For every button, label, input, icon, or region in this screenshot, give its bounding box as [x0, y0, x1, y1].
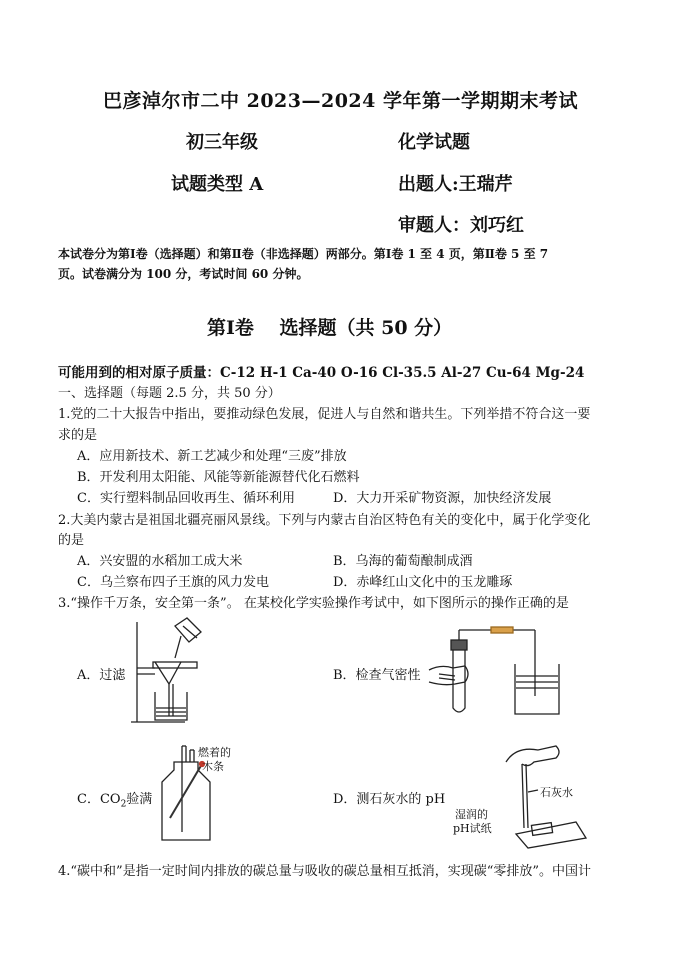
q1-stem-line-1: 1.党的二十大报告中指出，要推动绿色发展，促进人与自然和谐共生。下列举措不符合这一要	[58, 407, 591, 422]
section-title: 第Ⅰ卷 选择题（共 50 分）	[207, 317, 453, 339]
q1-option-a: A．应用新技术、新工艺减少和处理“三废”排放	[77, 449, 347, 464]
q3-option-c-prefix: C．CO	[77, 792, 121, 807]
q1-option-b: B．开发利用太阳能、风能等新能源替代化石燃料	[77, 470, 360, 485]
q3-option-a: A．过滤	[77, 668, 126, 683]
paper-type: 试题类型 A	[171, 174, 264, 195]
q2-stem-line-2: 的是	[58, 533, 85, 548]
q3-option-c	[77, 790, 152, 815]
c-label-line-2: 木条	[202, 760, 224, 773]
q3-option-b: B．检查气密性	[333, 668, 421, 683]
q4-stem: 4.“碳中和”是指一定时间内排放的碳总量与吸收的碳总量相互抵消，实现碳“零排放”。中国计	[58, 864, 591, 879]
q1-option-c: C．实行塑料制品回收再生、循环利用	[77, 491, 295, 506]
part-heading: 一、选择题（每题 2.5 分，共 50 分）	[58, 386, 281, 401]
q3-stem: 3.“操作千万条，安全第一条”。 在某校化学实验操作考试中，如下图所示的操作正确的是	[58, 596, 569, 611]
q2-option-b: B．乌海的葡萄酿制成酒	[333, 554, 473, 569]
q2-option-d: D．赤峰红山文化中的玉龙雕琢	[333, 575, 513, 590]
q3-option-c-subscript: 2	[120, 799, 127, 810]
exam-title: 巴彦淖尔市二中 2023—2024 学年第一学期期末考试	[103, 90, 578, 112]
q1-option-d: D．大力开采矿物资源，加快经济发展	[333, 491, 552, 506]
d-label-lime: 石灰水	[540, 786, 573, 799]
q3-option-d: D．测石灰水的 pH	[333, 792, 446, 807]
q2-option-c: C．乌兰察布四子王旗的风力发电	[77, 575, 269, 590]
subject-label: 化学试题	[398, 132, 470, 153]
filtration-figure	[125, 612, 215, 732]
reviewer-label: 审题人：刘巧红	[398, 215, 524, 236]
ph-test-figure	[476, 742, 596, 850]
intro-line-1: 本试卷分为第Ⅰ卷（选择题）和第Ⅱ卷（非选择题）两部分。第Ⅰ卷 1 至 4 页，第Ⅱ卷 5 至 7	[58, 247, 549, 261]
q2-stem-line-1: 2.大美内蒙古是祖国北疆亮丽风景线。下列与内蒙古自治区特色有关的变化中，属于化学变化	[58, 513, 591, 528]
grade-label: 初三年级	[186, 132, 258, 153]
author-label: 出题人:王瑞芹	[398, 174, 513, 195]
d-label-paper-line-2: pH试纸	[453, 822, 492, 835]
c-label-line-1: 燃着的	[198, 746, 231, 759]
d-label-paper-line-1: 湿润的	[455, 808, 488, 821]
airtightness-figure	[425, 624, 565, 720]
intro-line-2: 页。试卷满分为 100 分，考试时间 60 分钟。	[58, 267, 309, 281]
q3-option-c-suffix: 验满	[126, 792, 153, 807]
q1-stem-line-2: 求的是	[58, 428, 98, 443]
q2-option-a: A．兴安盟的水稻加工成大米	[77, 554, 243, 569]
atomic-mass-line: 可能用到的相对原子质量：C-12 H-1 Ca-40 O-16 Cl-35.5 Al-27 Cu-64 Mg-24	[58, 365, 585, 381]
